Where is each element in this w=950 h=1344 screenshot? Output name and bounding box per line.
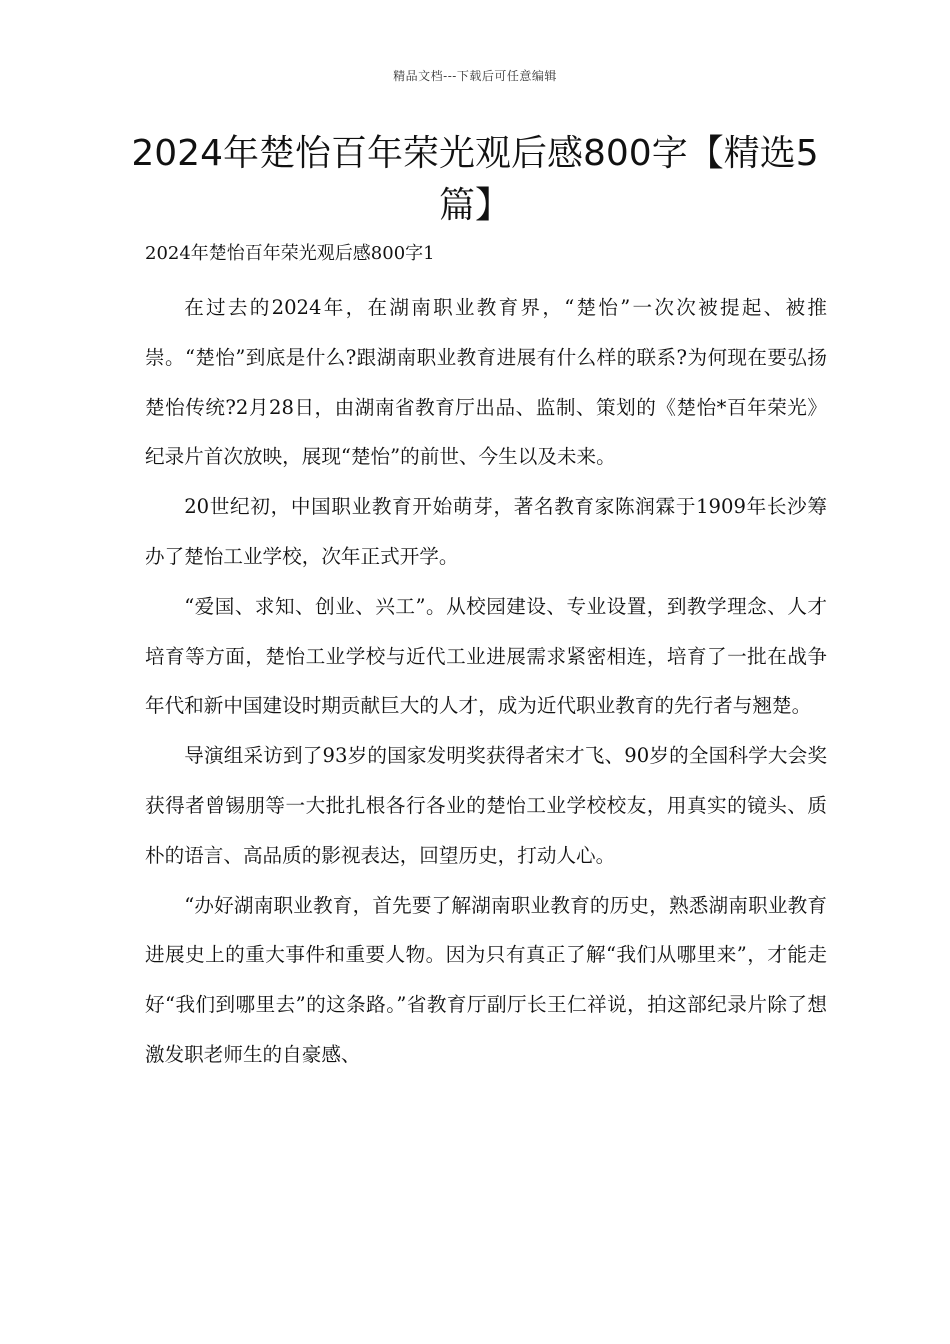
section-subtitle: 2024年楚怡百年荣光观后感800字1 [145, 243, 435, 264]
paragraph: “办好湖南职业教育，首先要了解湖南职业教育的历史，熟悉湖南职业教育进展史上的重大事件和重要人物。因为只有真正了解“我们从哪里来”，才能走好“我们到哪里去”的这条路。”省教育厅副厅长王仁祥说，拍这部纪录片除了想激发职老师生的自豪感、 [145, 893, 827, 1066]
paragraph: “爱国、求知、创业、兴工”。从校园建设、专业设置，到教学理念、人才培育等方面，楚怡工业学校与近代工业进展需求紧密相连，培育了一批在战争年代和新中国建设时期贡献巨大的人才，成为近代职业教育的先行者与翘楚。 [145, 594, 827, 718]
paragraph: 在过去的2024年，在湖南职业教育界，“楚怡”一次次被提起、被推崇。“楚怡”到底是什么?跟湖南职业教育进展有什么样的联系?为何现在要弘扬楚怡传统?2月28日，由湖南省教育厅出品、监制、策划的《楚怡*百年荣光》纪录片首次放映，展现“楚怡”的前世、今生以及未来。 [145, 296, 827, 469]
paragraph: 20世纪初，中国职业教育开始萌芽，著名教育家陈润霖于1909年长沙筹办了楚怡工业学校，次年正式开学。 [145, 495, 827, 568]
document-body [145, 283, 827, 1080]
paragraph: 导演组采访到了93岁的国家发明奖获得者宋才飞、90岁的全国科学大会奖获得者曾锡朋等一大批扎根各行各业的楚怡工业学校校友，用真实的镜头、质朴的语言、高品质的影视表达，回望历史，打动人心。 [145, 744, 827, 867]
document-title: 2024年楚怡百年荣光观后感800字【精选5篇】 [131, 133, 819, 226]
header-note: 精品文档---下载后可任意编辑 [393, 69, 557, 83]
